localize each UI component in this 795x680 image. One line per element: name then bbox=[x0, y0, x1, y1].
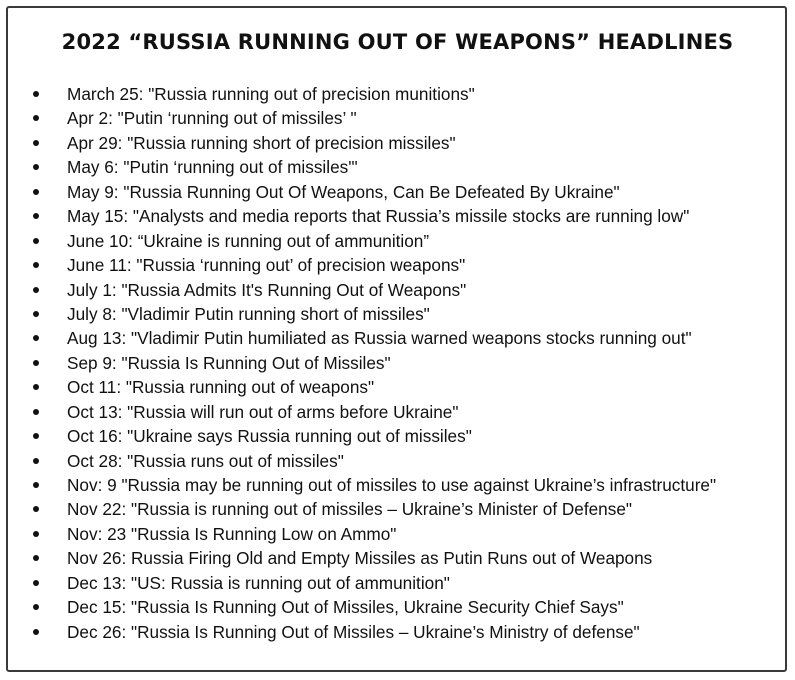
headline-text: Oct 16: "Ukraine says Russia running out of missiles" bbox=[67, 426, 472, 447]
bullet-icon bbox=[33, 433, 39, 439]
bullet-icon bbox=[33, 164, 39, 170]
bullet-icon bbox=[33, 531, 39, 537]
bullet-icon bbox=[33, 580, 39, 586]
bullet-icon bbox=[33, 482, 39, 488]
bullet-icon bbox=[33, 409, 39, 415]
headline-text: June 10: “Ukraine is running out of ammunition” bbox=[67, 230, 430, 251]
bullet-icon bbox=[33, 604, 39, 610]
list-item bbox=[0, 375, 795, 399]
bullet-icon bbox=[33, 189, 39, 195]
list-item bbox=[0, 180, 795, 204]
bullet-icon bbox=[33, 287, 39, 293]
headline-text: Sep 9: "Russia Is Running Out of Missiles" bbox=[67, 352, 391, 373]
list-item bbox=[0, 278, 795, 302]
headline-text: July 1: "Russia Admits It's Running Out of Weapons" bbox=[67, 279, 467, 300]
list-item bbox=[0, 326, 795, 350]
list-item bbox=[0, 302, 795, 326]
list-item bbox=[0, 106, 795, 130]
headline-text: May 6: "Putin ‘running out of missiles'" bbox=[67, 157, 358, 178]
list-item bbox=[0, 351, 795, 375]
headline-text: Apr 29: "Russia running short of precision missiles" bbox=[67, 132, 456, 153]
bullet-icon bbox=[33, 360, 39, 366]
list-item bbox=[0, 620, 795, 644]
headline-text: March 25: "Russia running out of precision munitions" bbox=[67, 84, 475, 104]
headline-text: Dec 15: "Russia Is Running Out of Missiles, Ukraine Security Chief Says" bbox=[67, 597, 624, 618]
list-item bbox=[0, 595, 795, 619]
bullet-icon bbox=[33, 335, 39, 341]
headline-text: Oct 13: "Russia will run out of arms before Ukraine" bbox=[67, 401, 459, 422]
headline-list bbox=[0, 82, 795, 644]
bullet-icon bbox=[33, 555, 39, 561]
headline-text: Oct 28: "Russia runs out of missiles" bbox=[67, 450, 344, 471]
list-item bbox=[0, 131, 795, 155]
list-item bbox=[0, 571, 795, 595]
bullet-icon bbox=[33, 629, 39, 635]
list-item bbox=[0, 424, 795, 448]
list-item bbox=[0, 82, 795, 106]
list-item bbox=[0, 546, 795, 570]
bullet-icon bbox=[33, 238, 39, 244]
headline-text: Nov 26: Russia Firing Old and Empty Missiles as Putin Runs out of Weapons bbox=[67, 548, 653, 569]
headline-text: July 8: "Vladimir Putin running short of missiles" bbox=[67, 303, 430, 324]
headline-text: Apr 2: "Putin ‘running out of missiles’ " bbox=[67, 108, 357, 129]
list-item bbox=[0, 253, 795, 277]
bullet-icon bbox=[33, 213, 39, 219]
headline-text: June 11: "Russia ‘running out’ of precision weapons" bbox=[67, 255, 466, 276]
headline-text: May 9: "Russia Running Out Of Weapons, Can Be Defeated By Ukraine" bbox=[67, 181, 620, 202]
headline-text: Aug 13: "Vladimir Putin humiliated as Russia warned weapons stocks running out" bbox=[67, 328, 692, 349]
bullet-icon bbox=[33, 140, 39, 146]
list-item bbox=[0, 473, 795, 497]
headline-text: Dec 26: "Russia Is Running Out of Missiles – Ukraine’s Ministry of defense" bbox=[67, 621, 640, 642]
headline-text: Nov: 23 "Russia Is Running Low on Ammo" bbox=[67, 523, 397, 544]
bullet-icon bbox=[33, 115, 39, 121]
list-item bbox=[0, 522, 795, 546]
bullet-icon bbox=[33, 262, 39, 268]
list-item bbox=[0, 449, 795, 473]
bullet-icon bbox=[33, 506, 39, 512]
bullet-icon bbox=[33, 311, 39, 317]
list-item bbox=[0, 204, 795, 228]
list-item bbox=[0, 497, 795, 521]
headline-text: Dec 13: "US: Russia is running out of ammunition" bbox=[67, 572, 450, 593]
headline-text: Nov: 9 "Russia may be running out of missiles to use against Ukraine’s infrastructure" bbox=[67, 475, 717, 495]
bullet-icon bbox=[33, 91, 39, 97]
list-item bbox=[0, 229, 795, 253]
bullet-icon bbox=[33, 458, 39, 464]
headline-text: Nov 22: "Russia is running out of missiles – Ukraine’s Minister of Defense" bbox=[67, 499, 632, 520]
list-item bbox=[0, 400, 795, 424]
document-title: 2022 “RUSSIA RUNNING OUT OF WEAPONS” HEADLINES bbox=[61, 30, 734, 54]
headline-text: Oct 11: "Russia running out of weapons" bbox=[67, 377, 375, 398]
list-item bbox=[0, 155, 795, 179]
headline-text: May 15: "Analysts and media reports that Russia’s missile stocks are running low" bbox=[67, 206, 690, 227]
bullet-icon bbox=[33, 384, 39, 390]
